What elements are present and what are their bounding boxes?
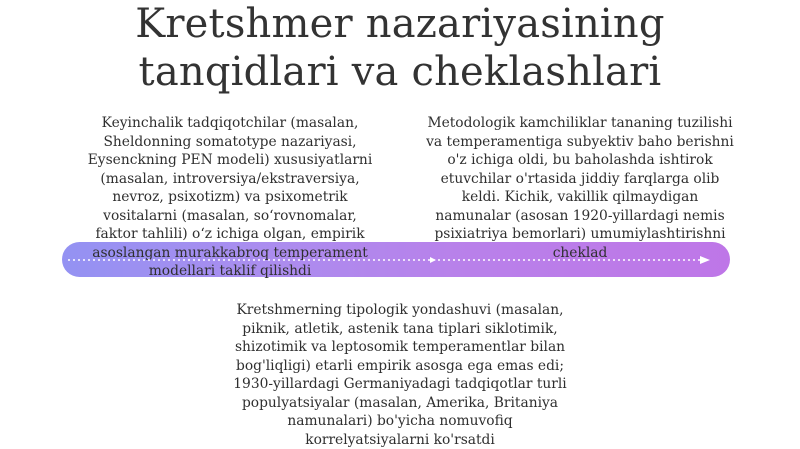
text-line: vositalarni (masalan, so‘rovnomalar, bbox=[103, 207, 357, 224]
text-line: populyatsiyalar (masalan, Amerika, Britaniya bbox=[241, 394, 559, 411]
text-line: Metodologik kamchiliklar tananing tuzilishi bbox=[427, 115, 733, 131]
text-line: 1930-yillardagi Germaniyadagi tadqiqotlar turli bbox=[233, 376, 567, 392]
text-line: (masalan, introversiya/ekstraversiya, bbox=[100, 170, 360, 187]
text-line: va temperamentiga subyektiv baho berishni bbox=[426, 133, 734, 150]
title-line-2: tanqidlari va cheklashlari bbox=[138, 49, 662, 95]
text-line: namunalar (asosan 1920-yillardagi nemis bbox=[435, 207, 725, 224]
text-line: korrelyatsiyalarni ko'rsatdi bbox=[305, 431, 495, 448]
text-line: asoslangan murakkabroq temperament bbox=[92, 244, 368, 261]
text-line: piknik, atletik, astenik tana tiplari siklotimik, bbox=[242, 320, 558, 337]
text-line: Eysenckning PEN modeli) xususiyatlarni bbox=[87, 152, 373, 168]
timeline-arrow bbox=[68, 252, 718, 268]
text-line: etuvchilar o'rtasida jiddiy farqlarga olib bbox=[440, 170, 720, 187]
text-line: modellari taklif qilishdi bbox=[148, 263, 312, 279]
text-line: psixiatriya bemorlari) umumiylashtirishni bbox=[434, 226, 726, 242]
text-line: Keyinchalik tadqiqotchilar (masalan, bbox=[101, 115, 359, 131]
title-line-1: Kretshmer nazariyasining bbox=[135, 1, 665, 47]
text-line: bog'liqligi) etarli empirik asosga ega emas edi; bbox=[236, 357, 564, 374]
text-line: namunalari) bo'yicha nomuvofiq bbox=[287, 413, 513, 429]
text-line: cheklad bbox=[552, 244, 608, 261]
text-block-right bbox=[405, 114, 755, 262]
text-line: Kretshmerning tipologik yondashuvi (masalan, bbox=[236, 302, 564, 318]
slide-title bbox=[0, 0, 800, 96]
text-line: nevroz, psixotizm) va psixometrik bbox=[112, 189, 348, 205]
text-block-bottom bbox=[200, 301, 600, 449]
text-line: faktor tahlili) o‘z ichiga olgan, empirik bbox=[95, 226, 365, 242]
timeline-arrowhead bbox=[700, 256, 710, 264]
text-line: keldi. Kichik, vakillik qilmaydigan bbox=[461, 189, 699, 205]
text-line: shizotimik va leptosomik temperamentlar bilan bbox=[234, 339, 566, 355]
text-line: Sheldonning somatotype nazariyasi, bbox=[103, 133, 357, 150]
timeline-midpoint-marker bbox=[430, 257, 436, 263]
text-line: o'z ichiga oldi, bu baholashda ishtirok bbox=[447, 152, 713, 168]
